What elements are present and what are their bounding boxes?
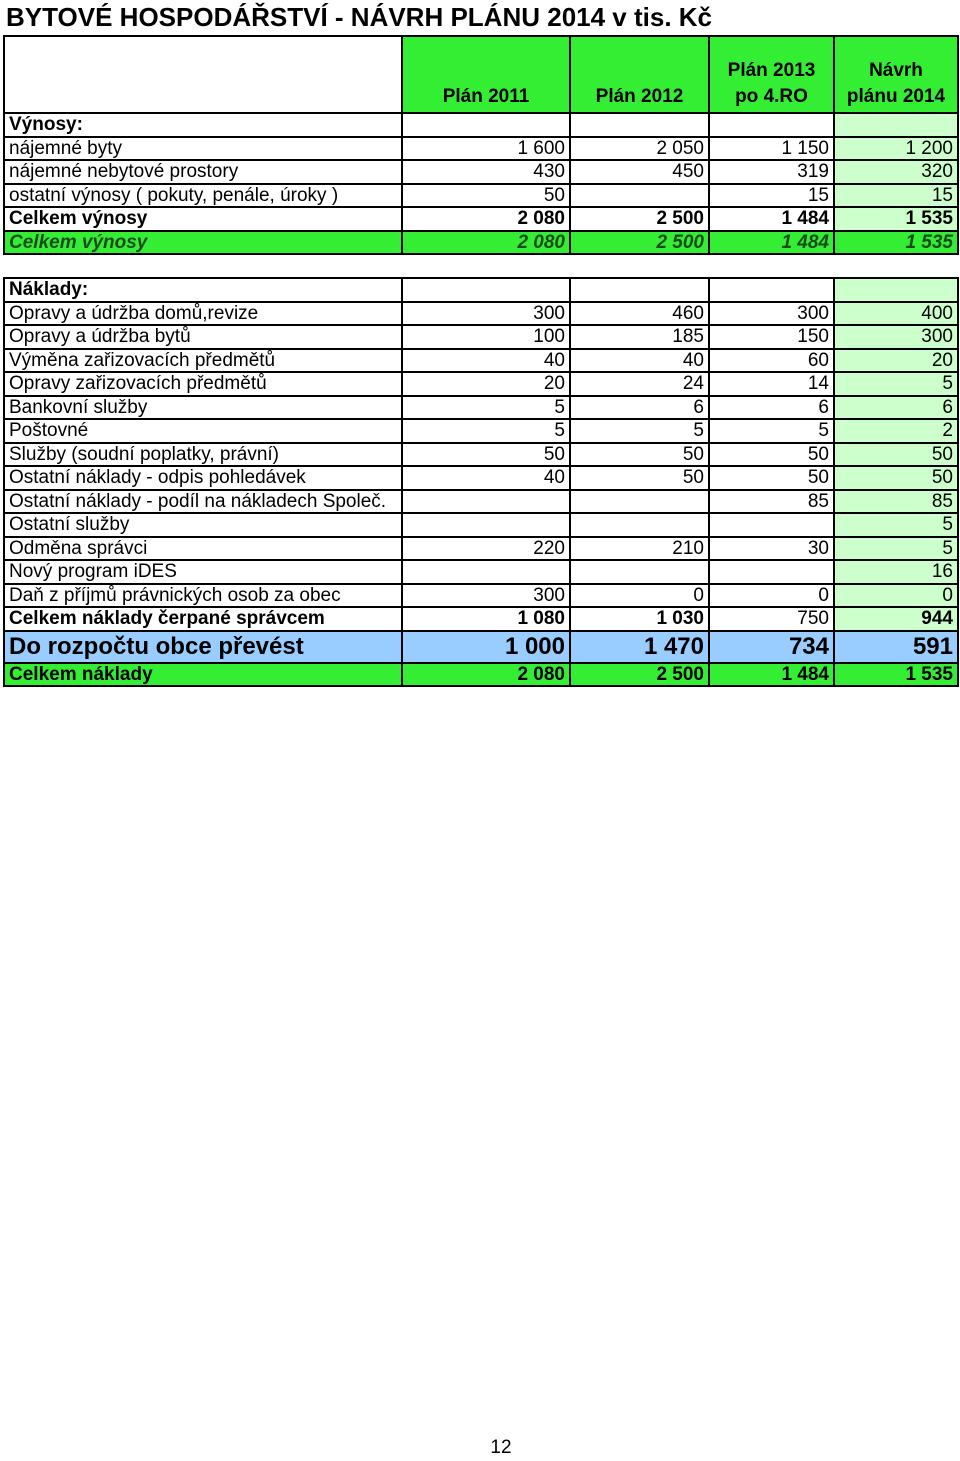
cell-2011: 220	[402, 537, 570, 561]
cell-2013: 1 484	[709, 207, 834, 231]
cell-2014: 15	[834, 184, 958, 208]
row-label: Ostatní služby	[4, 513, 402, 537]
cell-2014: 400	[834, 302, 958, 326]
cell-2012: 2 500	[570, 231, 709, 255]
cell-2014: 20	[834, 349, 958, 373]
cell-2012: 5	[570, 419, 709, 443]
cell-2011: 430	[402, 160, 570, 184]
row-label: Opravy a údržba bytů	[4, 325, 402, 349]
header-plan-2013	[709, 36, 834, 113]
table-row	[4, 490, 958, 514]
cell-2012: 24	[570, 372, 709, 396]
header-plan-2012: Plán 2012	[570, 36, 709, 113]
cell-2013: 50	[709, 443, 834, 467]
table-row	[4, 349, 958, 373]
cell-2013	[709, 513, 834, 537]
table-row	[4, 513, 958, 537]
row-label: nájemné nebytové prostory	[4, 160, 402, 184]
cell-2013: 300	[709, 302, 834, 326]
cell-2011: 2 080	[402, 231, 570, 255]
cell-2014: 944	[834, 607, 958, 631]
cell-2011: 40	[402, 349, 570, 373]
cell-2014: 85	[834, 490, 958, 514]
cell-2011	[402, 490, 570, 514]
row-label: Odměna správci	[4, 537, 402, 561]
cell-2014: 320	[834, 160, 958, 184]
cell-2011: 2 080	[402, 207, 570, 231]
row-label: Výměna zařizovacích předmětů	[4, 349, 402, 373]
row-label: ostatní výnosy ( pokuty, penále, úroky )	[4, 184, 402, 208]
cell-2012: 2 050	[570, 137, 709, 161]
row-label: Celkem náklady	[4, 663, 402, 687]
cell-2014: 6	[834, 396, 958, 420]
cell-2011: 50	[402, 184, 570, 208]
cell-2012: 450	[570, 160, 709, 184]
cell-2013: 50	[709, 466, 834, 490]
transfer-row	[4, 631, 958, 663]
budget-table	[3, 35, 959, 687]
cell-2011: 5	[402, 396, 570, 420]
row-label: Ostatní náklady - podíl na nákladech Společ.	[4, 490, 402, 514]
cell-2011: 40	[402, 466, 570, 490]
row-label: Celkem náklady čerpané správcem	[4, 607, 402, 631]
row-label: Ostatní náklady - odpis pohledávek	[4, 466, 402, 490]
table-row	[4, 396, 958, 420]
header-plan-2014-line2: plánu 2014	[846, 86, 946, 107]
table-row	[4, 537, 958, 561]
table-row	[4, 466, 958, 490]
cell-2012: 6	[570, 396, 709, 420]
costs-total-row	[4, 663, 958, 687]
cell-2011: 2 080	[402, 663, 570, 687]
cell-2014: 50	[834, 466, 958, 490]
cell-2011	[402, 560, 570, 584]
revenue-section-label: Výnosy:	[4, 113, 402, 137]
cell-2011: 5	[402, 419, 570, 443]
cell-2012	[570, 490, 709, 514]
cell-2011: 20	[402, 372, 570, 396]
header-plan-2011: Plán 2011	[402, 36, 570, 113]
row-label: Nový program iDES	[4, 560, 402, 584]
cell-2012: 1 030	[570, 607, 709, 631]
cell-2012: 40	[570, 349, 709, 373]
spacer-row	[4, 254, 958, 278]
page-number: 12	[490, 1437, 512, 1458]
page-title: BYTOVÉ HOSPODÁŘSTVÍ - NÁVRH PLÁNU 2014 v tis. Kč	[6, 2, 713, 32]
cell-2013: 85	[709, 490, 834, 514]
cell-2012: 460	[570, 302, 709, 326]
cell-2013: 5	[709, 419, 834, 443]
cell-2013: 150	[709, 325, 834, 349]
cell-2014: 5	[834, 372, 958, 396]
costs-admin-total-row	[4, 607, 958, 631]
revenue-section-row	[4, 113, 958, 137]
cell-2013: 14	[709, 372, 834, 396]
header-blank-cell	[4, 36, 402, 113]
table-row	[4, 137, 958, 161]
cell-2013: 734	[709, 631, 834, 663]
cell-2013: 0	[709, 584, 834, 608]
cell-2014: 1 535	[834, 663, 958, 687]
row-label: Služby (soudní poplatky, právní)	[4, 443, 402, 467]
cell-2014: 1 200	[834, 137, 958, 161]
cell-2014: 591	[834, 631, 958, 663]
row-label: Celkem výnosy	[4, 231, 402, 255]
table-row	[4, 302, 958, 326]
cell-2013: 15	[709, 184, 834, 208]
table-row	[4, 560, 958, 584]
cell-2012: 0	[570, 584, 709, 608]
cell-2012: 1 470	[570, 631, 709, 663]
cell-2012	[570, 560, 709, 584]
cell-2014: 1 535	[834, 231, 958, 255]
row-label: Celkem výnosy	[4, 207, 402, 231]
revenue-total-row	[4, 207, 958, 231]
cell-2012: 210	[570, 537, 709, 561]
cell-2011: 300	[402, 584, 570, 608]
cell-2014: 2	[834, 419, 958, 443]
cell-2013: 1 484	[709, 663, 834, 687]
cell-2013: 30	[709, 537, 834, 561]
cell-2011: 50	[402, 443, 570, 467]
row-label: Poštovné	[4, 419, 402, 443]
cell-2013	[709, 560, 834, 584]
table-row	[4, 325, 958, 349]
header-plan-2013-line2: po 4.RO	[735, 86, 808, 107]
header-plan-2014	[834, 36, 958, 113]
cell-2011: 100	[402, 325, 570, 349]
cell-2012: 2 500	[570, 663, 709, 687]
cell-2014: 5	[834, 513, 958, 537]
row-label: Opravy a údržba domů,revize	[4, 302, 402, 326]
cell-2014: 50	[834, 443, 958, 467]
table-row	[4, 372, 958, 396]
cell-2013: 1 150	[709, 137, 834, 161]
revenue-total-italic-row	[4, 231, 958, 255]
cell-2011: 1 600	[402, 137, 570, 161]
row-label: Opravy zařizovacích předmětů	[4, 372, 402, 396]
cell-2014: 16	[834, 560, 958, 584]
header-plan-2013-line1: Plán 2013	[727, 60, 816, 81]
row-label: nájemné byty	[4, 137, 402, 161]
revenue-rows	[4, 137, 958, 208]
cell-2012	[570, 513, 709, 537]
header-plan-2014-line1: Návrh	[869, 60, 923, 81]
cell-2014: 0	[834, 584, 958, 608]
cell-2013: 1 484	[709, 231, 834, 255]
table-row	[4, 184, 958, 208]
table-row	[4, 443, 958, 467]
header-row	[4, 36, 958, 113]
cell-2012: 50	[570, 466, 709, 490]
costs-section-label: Náklady:	[4, 278, 402, 302]
cell-2011: 300	[402, 302, 570, 326]
cell-2012	[570, 184, 709, 208]
cell-2013: 6	[709, 396, 834, 420]
costs-section-row	[4, 278, 958, 302]
cell-2011: 1 080	[402, 607, 570, 631]
table-row	[4, 584, 958, 608]
cell-2011	[402, 513, 570, 537]
cell-2013: 60	[709, 349, 834, 373]
row-label: Bankovní služby	[4, 396, 402, 420]
cell-2011: 1 000	[402, 631, 570, 663]
cell-2014: 5	[834, 537, 958, 561]
cell-2013: 319	[709, 160, 834, 184]
costs-rows	[4, 302, 958, 608]
cell-2013: 750	[709, 607, 834, 631]
table-row	[4, 419, 958, 443]
row-label: Do rozpočtu obce převést	[4, 631, 402, 663]
cell-2012: 2 500	[570, 207, 709, 231]
cell-2014: 300	[834, 325, 958, 349]
table-row	[4, 160, 958, 184]
cell-2012: 185	[570, 325, 709, 349]
row-label: Daň z příjmů právnických osob za obec	[4, 584, 402, 608]
cell-2014: 1 535	[834, 207, 958, 231]
cell-2012: 50	[570, 443, 709, 467]
